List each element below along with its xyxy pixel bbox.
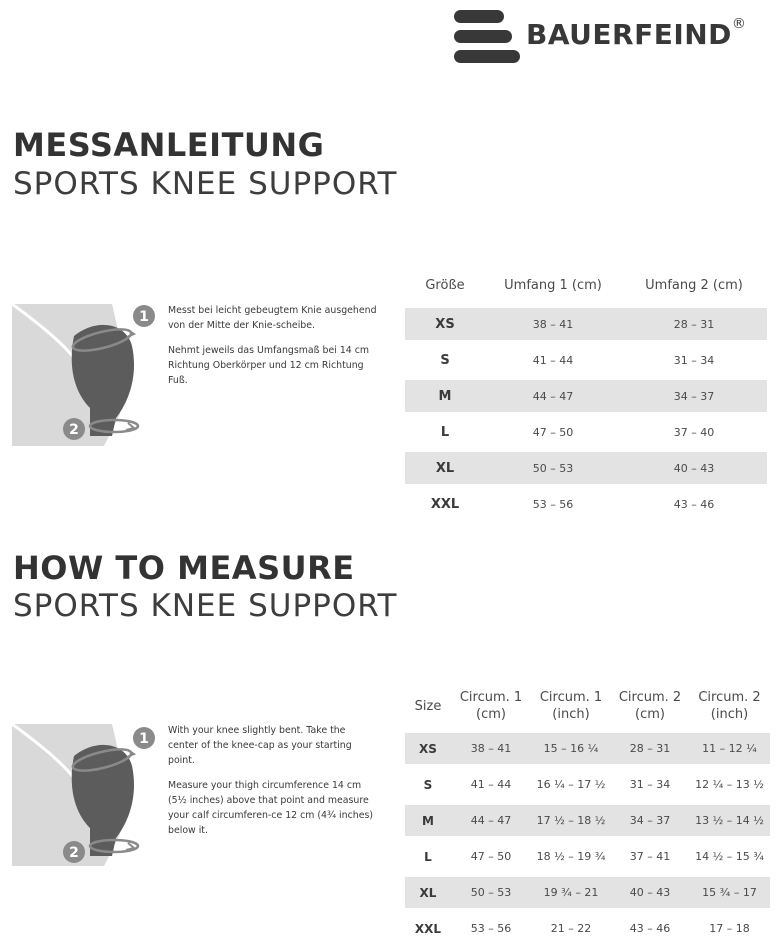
page-subtitle-en: SPORTS KNEE SUPPORT bbox=[13, 588, 397, 624]
measure-point-2-marker: 2 bbox=[69, 845, 79, 861]
table-row bbox=[405, 378, 767, 414]
header-circumference-1: Umfang 1 (cm) bbox=[485, 266, 621, 306]
table-cell: 50 – 53 bbox=[485, 450, 621, 486]
table-cell: 21 – 22 bbox=[531, 911, 611, 944]
table-row bbox=[405, 486, 767, 520]
table-cell: 13 ½ – 14 ½ bbox=[689, 803, 770, 839]
header-size: Size bbox=[405, 684, 451, 731]
table-cell: 34 – 37 bbox=[611, 803, 689, 839]
size-cell: XL bbox=[405, 450, 485, 486]
table-cell: 12 ¼ – 13 ½ bbox=[689, 767, 770, 803]
size-table-en bbox=[405, 684, 770, 944]
size-cell: L bbox=[405, 839, 451, 875]
header-circum-1-cm: Circum. 1 (cm) bbox=[451, 684, 531, 731]
table-cell: 31 – 34 bbox=[611, 767, 689, 803]
table-row bbox=[405, 450, 767, 486]
table-cell: 14 ½ – 15 ¾ bbox=[689, 839, 770, 875]
knee-illustration-icon bbox=[12, 296, 160, 446]
instruction-1-en: With your knee slightly bent. Take the center of the knee-cap as your starting point. bbox=[168, 723, 378, 768]
instruction-2-de: Nehmt jeweils das Umfangsmaß bei 14 cm Richtung Oberkörper und 12 cm Richtung Fuß. bbox=[168, 343, 378, 388]
instructions-en bbox=[168, 723, 378, 848]
table-cell: 17 – 18 bbox=[689, 911, 770, 944]
table-row bbox=[405, 731, 770, 767]
table-cell: 53 – 56 bbox=[485, 486, 621, 520]
table-cell: 41 – 44 bbox=[485, 342, 621, 378]
table-cell: 16 ¼ – 17 ½ bbox=[531, 767, 611, 803]
page-subtitle-de: SPORTS KNEE SUPPORT bbox=[13, 166, 397, 202]
table-row bbox=[405, 414, 767, 450]
knee-illustration-icon bbox=[12, 716, 160, 866]
size-cell: S bbox=[405, 767, 451, 803]
table-cell: 37 – 40 bbox=[621, 414, 767, 450]
table-cell: 28 – 31 bbox=[621, 306, 767, 342]
table-cell: 40 – 43 bbox=[621, 450, 767, 486]
table-row bbox=[405, 911, 770, 944]
table-cell: 18 ½ – 19 ¾ bbox=[531, 839, 611, 875]
table-row bbox=[405, 803, 770, 839]
table-cell: 40 – 43 bbox=[611, 875, 689, 911]
size-cell: L bbox=[405, 414, 485, 450]
table-cell: 17 ½ – 18 ½ bbox=[531, 803, 611, 839]
size-cell: XS bbox=[405, 731, 451, 767]
table-cell: 44 – 47 bbox=[451, 803, 531, 839]
table-cell: 53 – 56 bbox=[451, 911, 531, 944]
size-cell: S bbox=[405, 342, 485, 378]
table-row bbox=[405, 342, 767, 378]
table-cell: 43 – 46 bbox=[621, 486, 767, 520]
header-size: Größe bbox=[405, 266, 485, 306]
table-cell: 31 – 34 bbox=[621, 342, 767, 378]
brand-name: BAUERFEIND® bbox=[526, 18, 746, 51]
table-cell: 37 – 41 bbox=[611, 839, 689, 875]
bauerfeind-logo-icon bbox=[452, 8, 522, 66]
table-row bbox=[405, 875, 770, 911]
table-cell: 15 – 16 ¼ bbox=[531, 731, 611, 767]
size-cell: XXL bbox=[405, 911, 451, 944]
table-cell: 38 – 41 bbox=[485, 306, 621, 342]
table-cell: 15 ¾ – 17 bbox=[689, 875, 770, 911]
table-cell: 28 – 31 bbox=[611, 731, 689, 767]
table-cell: 38 – 41 bbox=[451, 731, 531, 767]
table-cell: 11 – 12 ¼ bbox=[689, 731, 770, 767]
table-cell: 19 ¾ – 21 bbox=[531, 875, 611, 911]
table-cell: 34 – 37 bbox=[621, 378, 767, 414]
instruction-2-en: Measure your thigh circumference 14 cm (5½ inches) above that point and measure your calf circumferen-ce 12 cm (4¾ inches) below it. bbox=[168, 778, 378, 838]
table-row bbox=[405, 767, 770, 803]
table-cell: 41 – 44 bbox=[451, 767, 531, 803]
header-circum-2-inch: Circum. 2 (inch) bbox=[689, 684, 770, 731]
table-cell: 50 – 53 bbox=[451, 875, 531, 911]
size-cell: XL bbox=[405, 875, 451, 911]
size-cell: M bbox=[405, 378, 485, 414]
table-cell: 43 – 46 bbox=[611, 911, 689, 944]
page-title-de: MESSANLEITUNG bbox=[13, 126, 324, 164]
registered-mark: ® bbox=[732, 16, 747, 32]
header-circum-1-inch: Circum. 1 (inch) bbox=[531, 684, 611, 731]
measure-point-2-marker: 2 bbox=[69, 422, 79, 438]
instructions-de bbox=[168, 303, 378, 398]
table-cell: 44 – 47 bbox=[485, 378, 621, 414]
instruction-1-de: Messt bei leicht gebeugtem Knie ausgehend von der Mitte der Knie-scheibe. bbox=[168, 303, 378, 333]
header-circum-2-cm: Circum. 2 (cm) bbox=[611, 684, 689, 731]
brand-logo bbox=[452, 8, 772, 66]
table-header-row bbox=[405, 266, 767, 306]
size-table-de bbox=[405, 266, 767, 520]
table-cell: 47 – 50 bbox=[451, 839, 531, 875]
table-header-row bbox=[405, 684, 770, 731]
size-cell: XXL bbox=[405, 486, 485, 520]
table-row bbox=[405, 306, 767, 342]
page-title-en: HOW TO MEASURE bbox=[13, 549, 355, 587]
measure-point-1-marker: 1 bbox=[139, 309, 149, 325]
header-circumference-2: Umfang 2 (cm) bbox=[621, 266, 767, 306]
size-cell: XS bbox=[405, 306, 485, 342]
table-row bbox=[405, 839, 770, 875]
size-cell: M bbox=[405, 803, 451, 839]
measure-point-1-marker: 1 bbox=[139, 731, 149, 747]
table-cell: 47 – 50 bbox=[485, 414, 621, 450]
